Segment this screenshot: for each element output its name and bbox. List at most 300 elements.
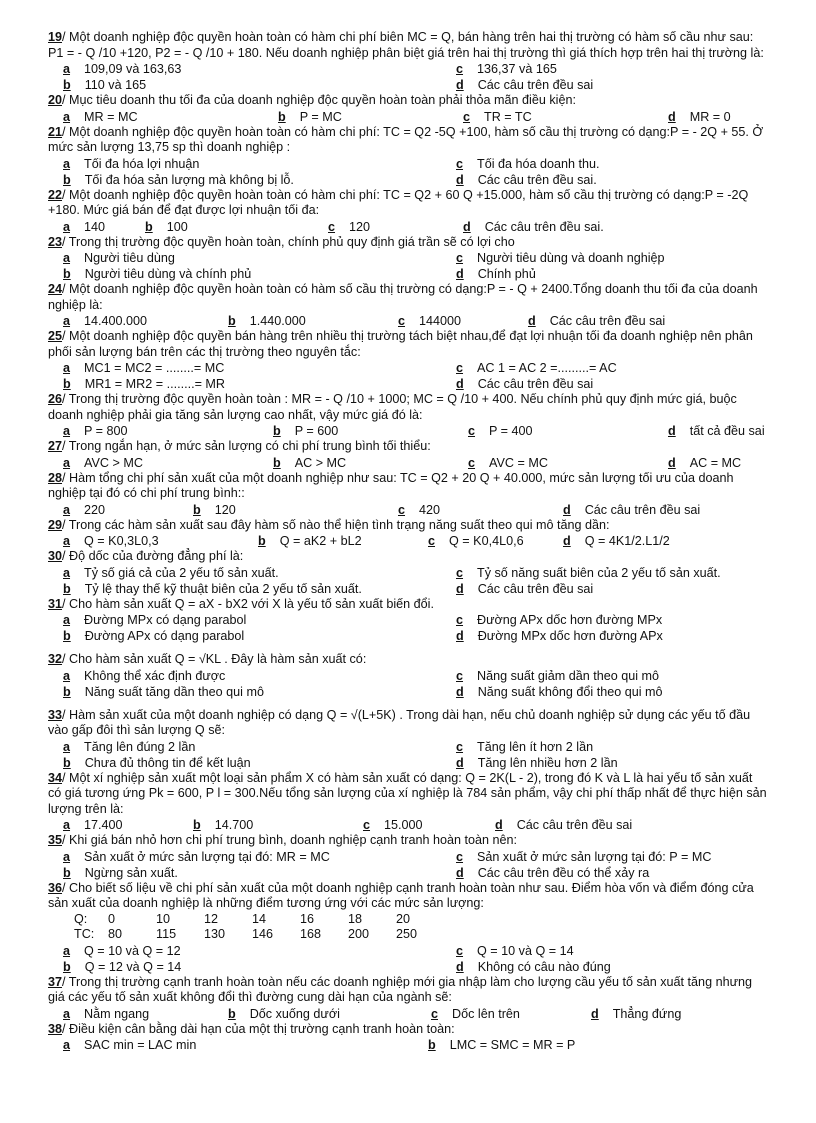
option-a[interactable] <box>48 423 128 439</box>
option-letter: d <box>456 865 464 880</box>
question-number: 31 <box>48 596 63 611</box>
option-d[interactable] <box>653 109 731 125</box>
question-31 <box>48 597 768 613</box>
question-text: / Trong các hàm sản xuất sau đây hàm số nào thể hiện tình trạng năng suất theo qui mô tăng dần: <box>62 517 610 532</box>
options-row <box>48 755 768 771</box>
option-text: Sản xuất ở mức sản lượng tại đó: P = MC <box>477 849 712 864</box>
option-letter: d <box>668 455 676 470</box>
option-b[interactable] <box>48 684 264 700</box>
question-text: / Một doanh nghiệp độc quyền hoàn toàn có hàm chi phí: TC = Q2 -5Q +100, hàm số cầu thị trường có dạng:P = - 2Q + 55. Ở mức sản lượng 13,75 sp thì doanh nghiệp : <box>48 124 764 154</box>
option-c[interactable] <box>441 739 593 755</box>
question-35 <box>48 833 768 849</box>
option-letter: d <box>668 109 676 124</box>
option-a[interactable] <box>48 817 123 833</box>
option-text: P = 600 <box>294 424 339 438</box>
option-a[interactable] <box>48 156 199 172</box>
option-d[interactable] <box>653 423 765 439</box>
option-b[interactable] <box>213 1006 340 1022</box>
question-number: 20 <box>48 93 63 107</box>
option-b[interactable] <box>178 817 253 833</box>
option-letter: c <box>456 565 464 580</box>
option-a[interactable] <box>48 61 181 77</box>
option-text: AC = MC <box>689 455 742 470</box>
options-row <box>48 533 768 549</box>
option-text: P = MC <box>299 109 342 124</box>
option-b[interactable] <box>48 172 294 188</box>
option-letter: b <box>278 109 286 124</box>
options-row <box>48 109 768 125</box>
option-a[interactable] <box>48 1006 149 1022</box>
question-36 <box>48 881 768 912</box>
question-21 <box>48 125 768 156</box>
option-letter: c <box>456 156 464 171</box>
option-d[interactable] <box>576 1006 681 1022</box>
option-letter: c <box>456 739 464 754</box>
option-letter: a <box>63 109 71 124</box>
option-text: 100 <box>166 219 188 234</box>
question-number: 26 <box>48 392 63 406</box>
option-d[interactable] <box>441 266 536 282</box>
question-text: / Một doanh nghiệp độc quyền hoàn toàn có hàm số cầu thị trường có dạng:P = - Q + 2400.Tổng doanh thu tối đa của doanh nghiệp là: <box>48 282 758 312</box>
option-text: 110 và 165 <box>84 78 147 92</box>
question-text: / Hàm tổng chi phí sản xuất của một doanh nghiệp như sau: TC = Q2 + 20 Q + 40.000, mức sản lượng tối ưu của doanh nghiệp tại đó có chi phí trung bình:: <box>48 470 734 500</box>
option-letter: d <box>456 172 464 187</box>
option-c[interactable] <box>383 313 461 329</box>
option-letter: d <box>456 959 464 974</box>
option-letter: b <box>193 818 201 832</box>
option-text: Tăng lên đúng 2 lần <box>84 739 196 754</box>
option-text: Các câu trên đều sai <box>477 377 594 391</box>
option-b[interactable] <box>178 502 236 518</box>
option-text: 120 <box>349 219 371 234</box>
question-34 <box>48 771 768 818</box>
option-letter: a <box>63 361 71 375</box>
question-number: 28 <box>48 470 63 485</box>
option-c[interactable] <box>441 61 557 77</box>
option-text: Tối đa hóa doanh thu. <box>477 156 600 171</box>
option-text: Dốc xuống dưới <box>249 1006 340 1021</box>
option-text: 109,09 và 163,63 <box>84 62 182 76</box>
option-text: Không có câu nào đúng <box>477 959 611 974</box>
question-37 <box>48 975 768 1006</box>
option-d[interactable] <box>480 817 632 833</box>
option-text: LMC = SMC = MR = P <box>449 1038 576 1052</box>
table-cell: 130 <box>204 927 226 941</box>
options-row <box>48 684 768 700</box>
question-number: 19 <box>48 30 63 44</box>
question-text: / Trong thị trường độc quyền hoàn toàn : MR = - Q /10 + 1000; MC = Q /10 + 400. Nếu chính phủ quy định mức giá, buộc doanh nghiệp phải gia tăng sản lượng cao nhất, vậy mức giá đó là: <box>48 392 737 422</box>
table-cell: 14 <box>252 911 267 926</box>
option-letter: d <box>495 818 503 832</box>
table-cell: 18 <box>348 911 363 926</box>
options-row <box>48 628 768 644</box>
question-text: / Điều kiện cân bằng dài hạn của một thị trường cạnh tranh hoàn toàn: <box>62 1021 455 1036</box>
option-b[interactable] <box>48 77 146 93</box>
options-row <box>48 817 768 833</box>
option-text: Dốc lên trên <box>452 1006 520 1021</box>
question-25 <box>48 329 768 360</box>
question-number: 30 <box>48 549 63 563</box>
question-number: 37 <box>48 974 63 989</box>
option-b[interactable] <box>48 581 362 597</box>
option-text: Q = 4K1/2.L1/2 <box>584 534 670 548</box>
options-row <box>48 423 768 439</box>
option-a[interactable] <box>48 502 105 518</box>
question-number: 38 <box>48 1021 63 1036</box>
option-text: Các câu trên đều sai. <box>484 219 604 234</box>
option-text: P = 800 <box>84 424 128 438</box>
table-cell: 115 <box>156 927 177 941</box>
option-text: Các câu trên đều có thể xảy ra <box>477 865 650 880</box>
option-c[interactable] <box>453 455 548 471</box>
option-letter: d <box>463 219 471 234</box>
option-d[interactable] <box>441 865 649 881</box>
option-a[interactable] <box>48 219 105 235</box>
table-label: TC: <box>74 927 95 941</box>
option-text: Tăng lên nhiều hơn 2 lần <box>477 755 618 770</box>
option-letter: c <box>468 455 476 470</box>
table-cell: 10 <box>156 911 171 926</box>
option-letter: b <box>63 581 71 596</box>
option-text: TR = TC <box>484 109 532 124</box>
option-d[interactable] <box>441 581 593 597</box>
option-text: Q = 10 và Q = 12 <box>84 943 181 958</box>
option-text: Chưa đủ thông tin để kết luận <box>84 755 251 770</box>
option-c[interactable] <box>441 250 665 266</box>
spacer <box>48 644 768 652</box>
option-letter: d <box>456 581 464 596</box>
option-text: Các câu trên đều sai. <box>477 172 597 187</box>
spacer <box>48 700 768 708</box>
question-number: 35 <box>48 833 63 847</box>
option-d[interactable] <box>441 628 663 644</box>
option-c[interactable] <box>383 502 440 518</box>
options-row <box>48 376 768 392</box>
question-number: 24 <box>48 282 63 296</box>
question-text: / Một xí nghiệp sản xuất một loại sản phẩm X có hàm sản xuất có dạng: Q = 2K(L - 2), trong đó K và L là hai yếu tố sản xuất có giá tương ứng Pk = 600, P l = 300.Nếu tổng sản lượng của xí nghiệp là 784 sản phẩm, vậy chi phí thấp nhất để thực hiện sản lượng trên là: <box>48 770 767 816</box>
question-text: / Trong thị trường độc quyền hoàn toàn, chính phủ quy định giá trần sẽ có lợi cho <box>62 234 515 249</box>
option-letter: a <box>63 314 71 328</box>
question-32 <box>48 652 768 668</box>
option-b[interactable] <box>130 219 188 235</box>
option-text: Các câu trên đều sai <box>477 581 594 596</box>
option-text: Đường MPx có dạng parabol <box>84 613 247 627</box>
option-letter: a <box>63 818 71 832</box>
option-text: Năng suất tăng dần theo qui mô <box>84 684 264 699</box>
option-c[interactable] <box>348 817 423 833</box>
option-text: Các câu trên đều sai <box>516 818 633 832</box>
option-letter: b <box>193 502 201 517</box>
question-20 <box>48 93 768 109</box>
option-d[interactable] <box>448 219 604 235</box>
option-text: Nằm ngang <box>84 1006 150 1021</box>
option-text: 144000 <box>419 314 462 328</box>
option-text: tất cả đều sai <box>689 424 765 438</box>
option-letter: a <box>63 1038 71 1052</box>
option-letter: b <box>63 377 71 391</box>
option-a[interactable] <box>48 455 143 471</box>
data-table-row-tc <box>74 927 768 943</box>
option-a[interactable] <box>48 250 175 266</box>
question-text: / Một doanh nghiệp độc quyền hoàn toàn có hàm chi phí biên MC = Q, bán hàng trên hai thị trường có hàm số cầu như sau: P1 = - Q /10 +120, P2 = - Q /10 + 180. Nếu doanh nghiệp phân biệt giá trên hai thị trường thì giá thích hợp trên hai thị trường là: <box>48 30 764 60</box>
table-cell: 80 <box>108 927 123 941</box>
option-letter: c <box>456 668 464 683</box>
options-row <box>48 172 768 188</box>
options-row <box>48 565 768 581</box>
option-b[interactable] <box>48 959 181 975</box>
option-letter: a <box>63 62 71 76</box>
option-b[interactable] <box>263 109 342 125</box>
option-text: Người tiêu dùng <box>84 251 175 265</box>
option-letter: a <box>63 534 71 548</box>
option-a[interactable] <box>48 612 246 628</box>
option-text: Q = K0,3L0,3 <box>84 534 159 548</box>
option-d[interactable] <box>513 313 665 329</box>
options-row <box>48 502 768 518</box>
option-text: P = 400 <box>489 424 533 438</box>
option-a[interactable] <box>48 360 224 376</box>
option-b[interactable] <box>48 628 244 644</box>
option-c[interactable] <box>441 360 617 376</box>
option-text: Năng suất giảm dần theo qui mô <box>477 668 660 683</box>
question-29 <box>48 518 768 534</box>
option-letter: c <box>398 502 406 517</box>
option-text: Các câu trên đều sai <box>477 78 594 92</box>
table-label: Q: <box>74 911 88 926</box>
question-text: / Trong ngắn hạn, ở mức sản lượng có chi phí trung bình tối thiểu: <box>62 439 431 453</box>
option-letter: b <box>273 455 281 470</box>
option-b[interactable] <box>48 266 251 282</box>
option-a[interactable] <box>48 1037 196 1053</box>
question-28 <box>48 471 768 502</box>
question-number: 27 <box>48 439 63 453</box>
option-letter: c <box>328 219 336 234</box>
option-a[interactable] <box>48 533 159 549</box>
option-a[interactable] <box>48 849 330 865</box>
question-23 <box>48 235 768 251</box>
option-text: Ngừng sản xuất. <box>84 865 178 880</box>
option-letter: b <box>63 865 71 880</box>
option-text: 136,37 và 165 <box>477 62 557 76</box>
options-row <box>48 865 768 881</box>
option-letter: c <box>463 109 471 124</box>
option-text: Q = 10 và Q = 14 <box>477 943 574 958</box>
option-letter: c <box>456 62 464 76</box>
option-d[interactable] <box>441 77 593 93</box>
option-letter: a <box>63 156 71 171</box>
question-text: / Cho biết số liệu về chi phí sản xuất của một doanh nghiệp cạnh tranh hoàn toàn như sau. Điểm hòa vốn và điểm đóng cửa sản xuất của doanh nghiệp là những điểm tương ứng với các mức sản lượng: <box>48 880 754 910</box>
question-number: 23 <box>48 234 63 249</box>
option-text: MC1 = MC2 = ........= MC <box>84 361 225 375</box>
question-22 <box>48 188 768 219</box>
option-c[interactable] <box>416 1006 520 1022</box>
question-number: 33 <box>48 707 63 722</box>
options-row <box>48 250 768 266</box>
option-text: Không thể xác định được <box>84 668 226 683</box>
option-letter: d <box>456 755 464 770</box>
option-c[interactable] <box>441 156 600 172</box>
option-letter: b <box>63 684 71 699</box>
question-24 <box>48 282 768 313</box>
option-d[interactable] <box>441 376 593 392</box>
option-text: Các câu trên đều sai <box>584 502 701 517</box>
option-letter: b <box>258 534 266 548</box>
option-d[interactable] <box>548 533 670 549</box>
option-letter: d <box>563 534 571 548</box>
table-cell: 16 <box>300 911 315 926</box>
option-letter: d <box>563 502 571 517</box>
option-d[interactable] <box>548 502 700 518</box>
option-letter: b <box>145 219 153 234</box>
option-d[interactable] <box>441 755 618 771</box>
option-d[interactable] <box>441 959 611 975</box>
option-text: 1.440.000 <box>249 314 306 328</box>
question-number: 22 <box>48 187 63 202</box>
table-cell: 168 <box>300 927 322 941</box>
option-b[interactable] <box>48 376 225 392</box>
question-26 <box>48 392 768 423</box>
option-a[interactable] <box>48 943 181 959</box>
option-text: Đường APx có dạng parabol <box>84 629 245 643</box>
option-d[interactable] <box>441 684 663 700</box>
option-a[interactable] <box>48 565 279 581</box>
option-text: 14.700 <box>214 818 254 832</box>
option-c[interactable] <box>441 612 662 628</box>
option-text: Tăng lên ít hơn 2 lần <box>477 739 594 754</box>
option-letter: b <box>428 1038 436 1052</box>
question-text: / Độ dốc của đường đẳng phí là: <box>62 549 244 563</box>
question-text: / Cho hàm sản xuất Q = √KL . Đây là hàm sản xuất có: <box>62 652 367 666</box>
option-letter: a <box>63 251 71 265</box>
option-b[interactable] <box>48 755 251 771</box>
question-text: / Cho hàm sản xuất Q = aX - bX2 với X là yếu tố sản xuất biến đổi. <box>62 596 434 611</box>
option-letter: d <box>456 629 464 643</box>
option-c[interactable] <box>313 219 370 235</box>
option-text: Chính phủ <box>477 267 536 281</box>
question-text: / Một doanh nghiệp độc quyền bán hàng trên nhiều thị trường tách biệt nhau,để đạt lợi nhuận tối đa doanh nghiệp nên phân phối sản lượng bán trên các thị trường theo nguyên tắc: <box>48 329 753 359</box>
option-text: Tỷ lệ thay thế kỹ thuật biên của 2 yếu tố sản xuất. <box>84 581 362 596</box>
option-text: Q = K0,4L0,6 <box>449 534 524 548</box>
option-text: 15.000 <box>384 818 423 832</box>
option-letter: a <box>63 1006 71 1021</box>
option-letter: c <box>431 1006 439 1021</box>
option-letter: d <box>668 424 676 438</box>
options-row <box>48 455 768 471</box>
option-letter: b <box>63 267 71 281</box>
option-c[interactable] <box>441 849 711 865</box>
option-text: Sản xuất ở mức sản lượng tại đó: MR = MC <box>84 849 330 864</box>
option-text: Q = 12 và Q = 14 <box>84 959 182 974</box>
option-text: Đường MPx dốc hơn đường APx <box>477 629 663 643</box>
question-number: 34 <box>48 770 63 785</box>
option-letter: a <box>63 668 71 683</box>
question-text: / Hàm sản xuất của một doanh nghiệp có dạng Q = √(L+5K) . Trong dài hạn, nếu chủ doanh nghiệp sử dụng các yếu tố đầu vào gấp đôi thì sản lượng Q sẽ: <box>48 707 751 737</box>
option-letter: a <box>63 613 71 627</box>
question-30 <box>48 549 768 565</box>
options-row <box>48 61 768 77</box>
question-text: / Trong thị trường cạnh tranh hoàn toàn nếu các doanh nghiệp mới gia nhập làm cho lượng cầu yếu tố sản xuất tăng nhưng giá các yếu tố sản xuất không đổi thì đường cung dài hạn của ngành sẽ: <box>48 974 753 1004</box>
option-letter: d <box>591 1006 599 1021</box>
options-row <box>48 849 768 865</box>
option-letter: a <box>63 739 71 754</box>
option-letter: a <box>63 219 71 234</box>
table-cell: 250 <box>396 927 418 941</box>
table-cell: 20 <box>396 911 411 926</box>
option-letter: b <box>273 424 281 438</box>
option-letter: b <box>63 172 71 187</box>
option-text: Tối đa hóa sản lượng mà không bị lỗ. <box>84 172 294 187</box>
question-19 <box>48 30 768 61</box>
option-text: MR1 = MR2 = ........= MR <box>84 377 226 391</box>
option-letter: c <box>456 251 464 265</box>
option-text: Năng suất không đổi theo qui mô <box>477 684 663 699</box>
option-letter: b <box>63 78 71 92</box>
option-d[interactable] <box>441 172 597 188</box>
option-text: Tỷ số năng suất biên của 2 yếu tố sản xuất. <box>477 565 721 580</box>
option-letter: a <box>63 849 71 864</box>
option-b[interactable] <box>213 313 306 329</box>
question-number: 25 <box>48 329 63 343</box>
option-letter: c <box>456 613 464 627</box>
option-letter: a <box>63 424 71 438</box>
question-number: 32 <box>48 652 63 666</box>
option-c[interactable] <box>441 943 574 959</box>
option-letter: c <box>398 314 406 328</box>
question-27 <box>48 439 768 455</box>
option-text: AC > MC <box>294 455 347 470</box>
option-b[interactable] <box>258 455 346 471</box>
option-text: MR = MC <box>84 109 138 124</box>
question-number: 29 <box>48 517 63 532</box>
option-text: Tỷ số giá cả của 2 yếu tố sản xuất. <box>84 565 279 580</box>
options-row <box>48 360 768 376</box>
option-text: SAC min = LAC min <box>84 1038 197 1052</box>
option-c[interactable] <box>453 423 533 439</box>
options-row <box>48 668 768 684</box>
option-letter: a <box>63 502 71 517</box>
option-letter: d <box>456 78 464 92</box>
option-a[interactable] <box>48 739 195 755</box>
option-letter: c <box>468 424 476 438</box>
option-a[interactable] <box>48 313 147 329</box>
option-text: AVC > MC <box>84 455 143 470</box>
option-b[interactable] <box>48 865 178 881</box>
option-text: 120 <box>214 502 236 517</box>
option-c[interactable] <box>441 565 721 581</box>
options-row <box>48 612 768 628</box>
option-letter: d <box>456 684 464 699</box>
option-text: AVC = MC <box>489 455 548 470</box>
option-a[interactable] <box>48 668 225 684</box>
options-row <box>48 77 768 93</box>
option-b[interactable] <box>243 533 362 549</box>
option-c[interactable] <box>413 533 524 549</box>
option-c[interactable] <box>448 109 532 125</box>
option-letter: c <box>456 943 464 958</box>
option-letter: d <box>456 267 464 281</box>
option-c[interactable] <box>441 668 659 684</box>
option-d[interactable] <box>653 455 741 471</box>
option-text: 220 <box>84 502 106 517</box>
exam-page <box>48 30 768 1053</box>
question-number: 36 <box>48 880 63 895</box>
option-letter: b <box>63 629 71 643</box>
option-a[interactable] <box>48 109 138 125</box>
option-b[interactable] <box>258 423 338 439</box>
option-b[interactable] <box>413 1037 575 1053</box>
table-cell: 0 <box>108 911 116 926</box>
option-text: 140 <box>84 219 106 234</box>
